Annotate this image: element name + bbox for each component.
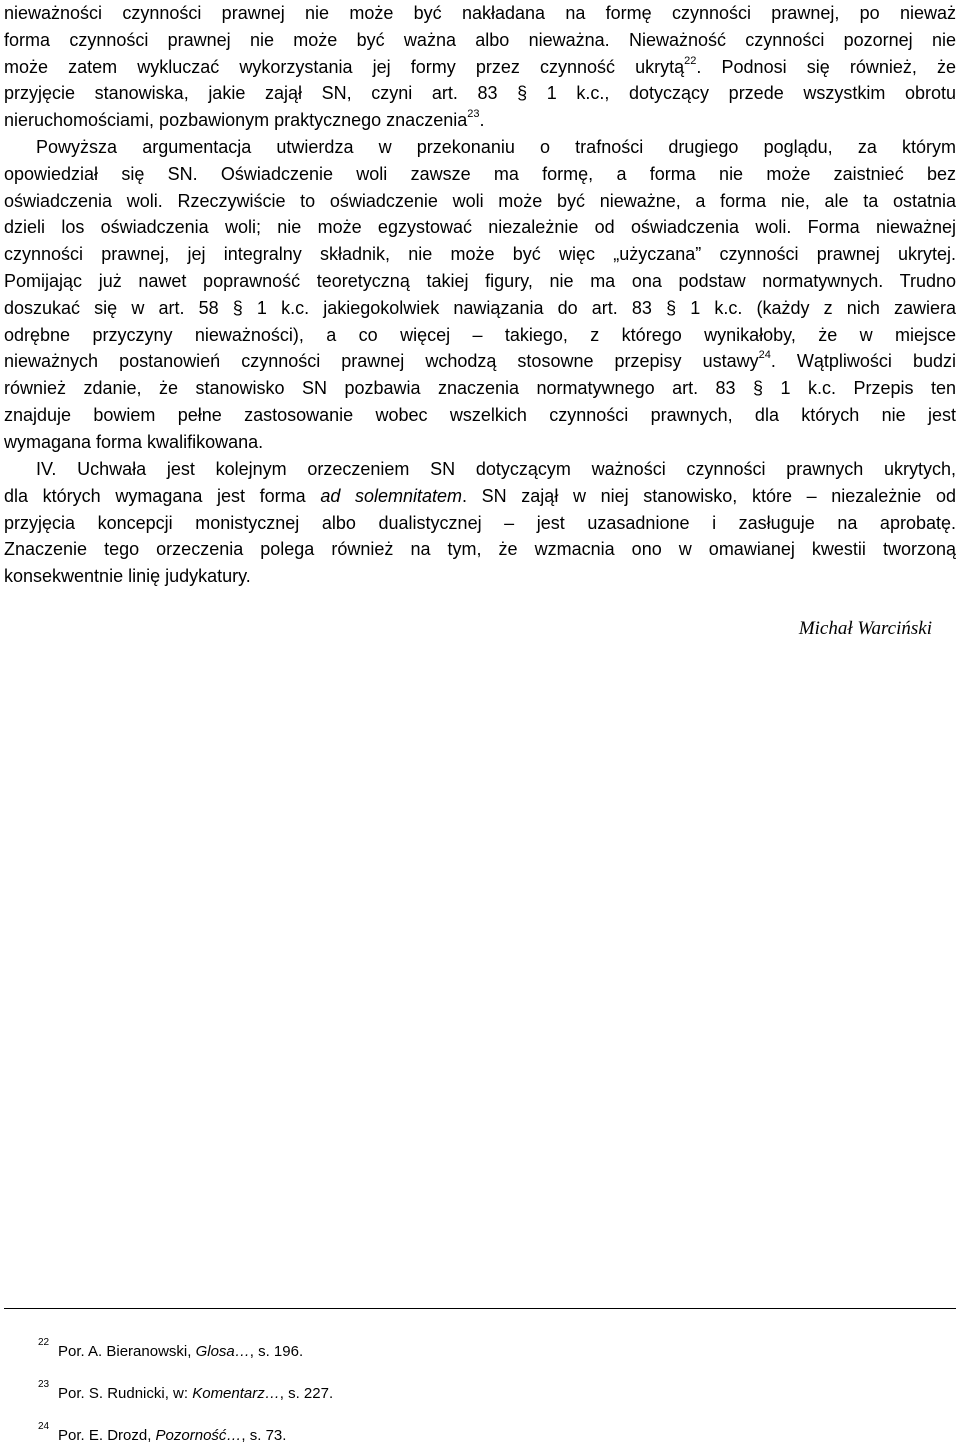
text-line: przyjęcia koncepcji monistycznej albo dualistycznej – jest uzasadnione i zasługuje na aprobatę. (4, 512, 956, 533)
author-signature: Michał Warciński (798, 618, 932, 639)
footnote-number: 22 (38, 1337, 50, 1348)
text-line: opowiedział się SN. Oświadczenie woli zawsze ma formę, a forma nie może zaistnieć bez (4, 163, 956, 184)
footnote-separator (4, 1308, 956, 1309)
footnote-number: 23 (38, 1379, 50, 1390)
text-line: dla których wymagana jest forma ad solemnitatem. SN zajął w niej stanowisko, które – niezależnie od (4, 485, 956, 506)
text-line: Powyższa argumentacja utwierdza w przekonaniu o trafności drugiego poglądu, za którym (36, 137, 956, 157)
text-line: znajduje bowiem pełne zastosowanie wobec wszelkich czynności prawnych, dla których nie jest (4, 404, 956, 425)
footnote-ref-22[interactable]: 22 (684, 54, 697, 67)
paragraph-1 (4, 0, 956, 134)
footnote-ref-24[interactable]: 24 (758, 349, 771, 362)
text-line: może zatem wykluczać wykorzystania jej formy przez czynność ukrytą$^{22}$. Podnosi się również, że (4, 54, 956, 77)
footnote-text: Por. A. Bieranowski, Glosa…, s. 196. (58, 1343, 304, 1360)
text-line: IV. Uchwała jest kolejnym orzeczeniem SN dotyczącym ważności czynności prawnych ukrytych, (36, 459, 956, 479)
text-line: dzieli los oświadczenia woli; nie może egzystować niezależnie od oświadczenia woli. Forma nieważnej (4, 217, 956, 238)
paragraph-2 (4, 134, 956, 456)
text-line: przyjęcie stanowiska, jakie zajął SN, czyni art. 83 § 1 k.c., dotyczący przede wszystkim obrotu (4, 83, 956, 104)
text-line: forma czynności prawnej nie może być ważna albo nieważna. Nieważność czynności pozornej nie (4, 29, 956, 50)
text-line: nieruchomościami, pozbawionym praktycznego znaczenia$^{23}$. (4, 108, 485, 131)
text-line: konsekwentnie linię judykatury. (4, 566, 251, 587)
text-line: doszukać się w art. 58 § 1 k.c. jakiegokolwiek nawiązania do art. 83 § 1 k.c. (każdy z nich zawiera (4, 297, 956, 318)
text-line: Znaczenie tego orzeczenia polega również na tym, że wzmacnia ono w omawianej kwestii tworzoną (4, 539, 956, 560)
text-line: oświadczenia woli. Rzeczywiście to oświadczenie woli może być nieważne, a forma nie, ale ta ostatnia (4, 190, 956, 211)
footnote-number: 24 (38, 1421, 50, 1432)
text-line: nieważnych postanowień czynności prawnej wchodzą stosowne przepisy ustawy$^{24}$. Wątpliwości budzi (4, 349, 956, 372)
paragraph-3 (4, 456, 956, 590)
text-line: Pomijając już nawet poprawność teoretyczną takiej figury, nie ma ona podstaw normatywnych. Trudno (4, 270, 956, 291)
footnote-ref-23[interactable]: 23 (467, 108, 480, 121)
text-line: wymagana forma kwalifikowana. (4, 431, 264, 452)
text-line: czynności prawnej, jej integralny składnik, nie może być więc „użyczana” czynności prawnej ukrytej. (4, 244, 956, 265)
text-line: nieważności czynności prawnej nie może być nakładana na formę czynności prawnej, po nieważ (4, 3, 956, 23)
footnote-text: Por. S. Rudnicki, w: Komentarz…, s. 227. (58, 1385, 334, 1402)
text-line: odrębne przyczyny nieważności), a co więcej – takiego, z którego wynikałoby, że w miejsce (4, 324, 956, 345)
footnote-text: Por. E. Drozd, Pozorność…, s. 73. (58, 1427, 287, 1444)
text-line: również zdanie, że stanowisko SN pozbawia znaczenia normatywnego art. 83 § 1 k.c. Przepis ten (4, 378, 956, 399)
